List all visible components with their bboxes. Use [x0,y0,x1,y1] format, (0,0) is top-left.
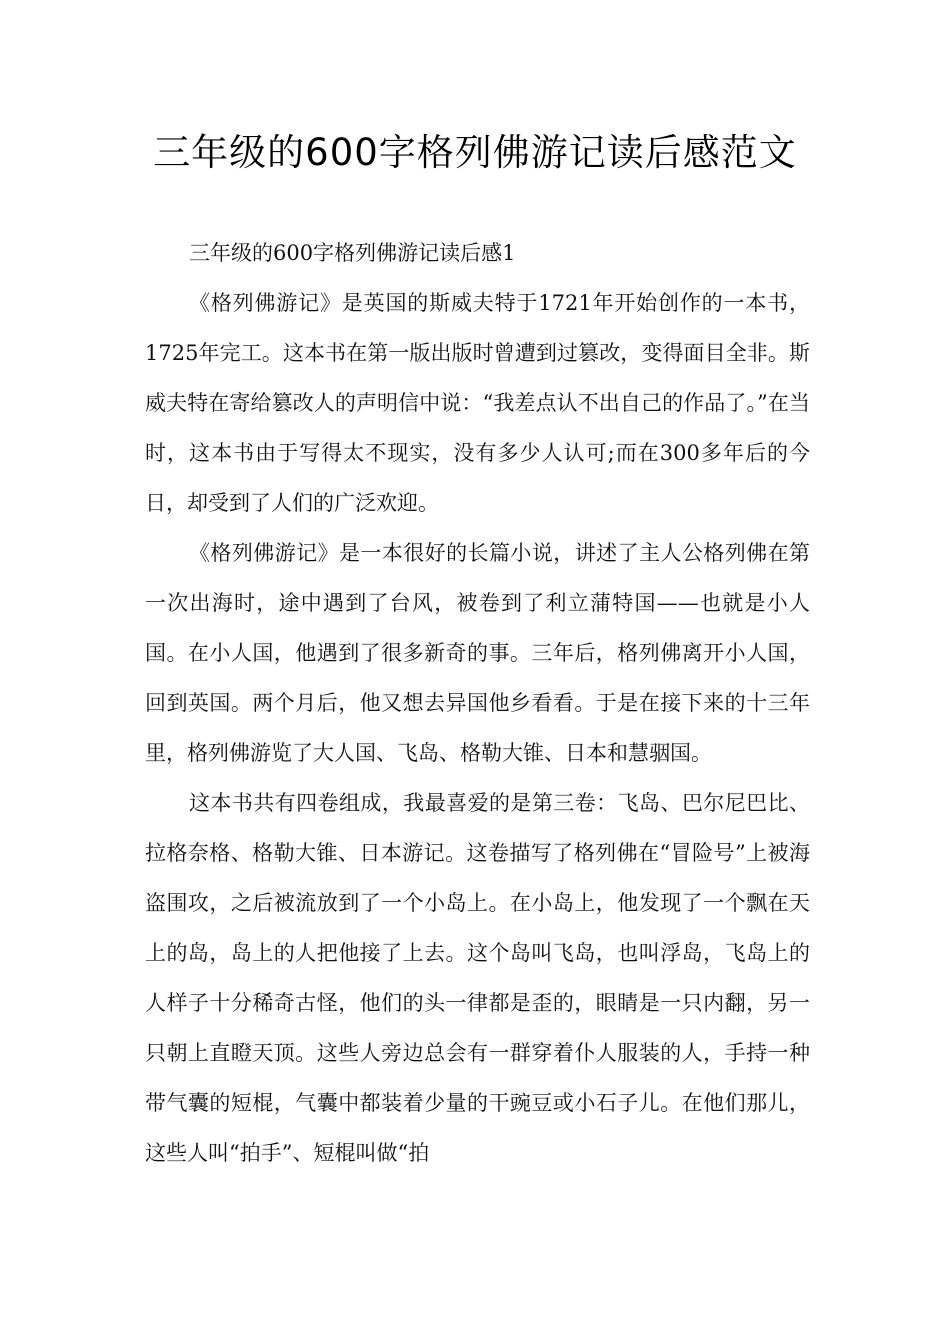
paragraph: 《格列佛游记》是一本很好的长篇小说，讲述了主人公格列佛在第一次出海时，途中遇到了台风，被卷到了利立蒲特国——也就是小人国。在小人国，他遇到了很多新奇的事。三年后，格列佛离开小人国，回到英国。两个月后，他又想去异国他乡看看。于是在接下来的十三年里，格列佛游览了大人国、飞岛、格勒大锥、日本和慧骃国。 [145,541,810,765]
section-heading: 三年级的600字格列佛游记读后感1 [189,241,516,265]
paragraph: 《格列佛游记》是英国的斯威夫特于1721年开始创作的一本书，1725年完工。这本书在第一版出版时曾遭到过篡改，变得面目全非。斯威夫特在寄给篡改人的声明信中说：“我差点认不出自己的作品了。”在当时，这本书由于写得太不现实，没有多少人认可;而在300多年后的今日，却受到了人们的广泛欢迎。 [145,291,810,515]
document-body [145,228,810,1178]
paragraph: 这本书共有四卷组成，我最喜爱的是第三卷：飞岛、巴尔尼巴比、拉格奈格、格勒大锥、日本游记。这卷描写了格列佛在“冒险号”上被海盗围攻，之后被流放到了一个小岛上。在小岛上，他发现了一个飘在天上的岛，岛上的人把他接了上去。这个岛叫飞岛，也叫浮岛，飞岛上的人样子十分稀奇古怪，他们的头一律都是歪的，眼睛是一只内翻，另一只朝上直瞪天顶。这些人旁边总会有一群穿着仆人服装的人，手持一种带气囊的短棍，气囊中都装着少量的干豌豆或小石子儿。在他们那儿，这些人叫“拍手”、短棍叫做“拍 [145,791,810,1165]
document-title: 三年级的600字格列佛游记读后感范文 [153,131,797,174]
